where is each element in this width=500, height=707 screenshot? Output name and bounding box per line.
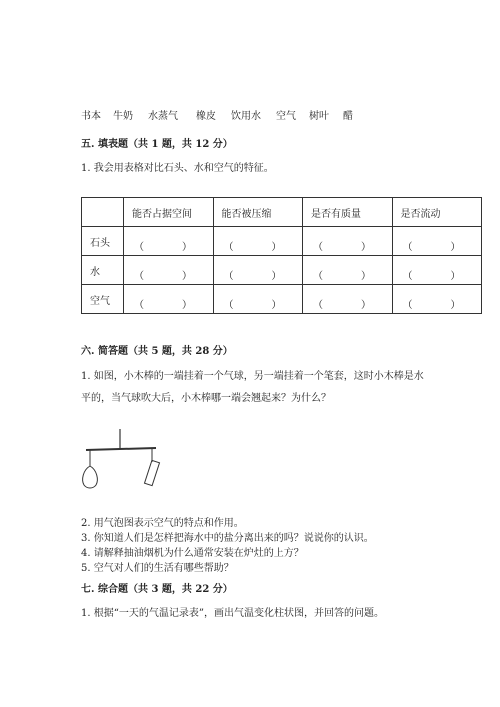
table-header-cell <box>82 198 124 227</box>
table-row <box>82 227 482 256</box>
question-text: 1. 根据“一天的气温记录表”，画出气温变化柱状图，并回答的问题。 <box>81 608 384 619</box>
answer-blank[interactable]: （ ） <box>213 227 303 256</box>
question-text: 4. 请解释抽油烟机为什么通常安装在炉灶的上方？ <box>81 548 304 559</box>
balance-stick-illustration <box>78 428 168 496</box>
table-header-cell: 是否有质量 <box>303 198 393 227</box>
table-header-cell: 能否被压缩 <box>213 198 303 227</box>
word-item: 空气 <box>276 111 296 122</box>
section-heading: 六. 简答题（共 5 题，共 28 分） <box>81 346 233 357</box>
table-header-cell: 能否占据空间 <box>124 198 214 227</box>
answer-blank[interactable]: （ ） <box>124 285 214 314</box>
answer-blank[interactable]: （ ） <box>124 227 214 256</box>
answer-blank[interactable]: （ ） <box>303 285 393 314</box>
word-item: 饮用水 <box>231 111 261 122</box>
word-item: 牛奶 <box>113 111 133 122</box>
word-item: 水蒸气 <box>148 111 178 122</box>
section-heading: 七. 综合题（共 3 题，共 22 分） <box>81 584 233 595</box>
answer-blank[interactable]: （ ） <box>303 256 393 285</box>
table-row <box>82 285 482 314</box>
answer-blank[interactable]: （ ） <box>213 256 303 285</box>
table-row <box>82 256 482 285</box>
question-text: 3. 你知道人们是怎样把海水中的盐分离出来的吗？说说你的认识。 <box>81 533 374 544</box>
row-label: 石头 <box>82 227 124 256</box>
answer-blank[interactable]: （ ） <box>392 256 482 285</box>
word-item: 书本 <box>81 111 101 122</box>
section-heading: 五. 填表题（共 1 题，共 12 分） <box>81 139 233 150</box>
answer-blank[interactable]: （ ） <box>392 227 482 256</box>
question-text: 5. 空气对人们的生活有哪些帮助？ <box>81 563 234 574</box>
answer-blank[interactable]: （ ） <box>124 256 214 285</box>
question-text: 1. 如图，小木棒的一端挂着一个气球，另一端挂着一个笔套，这时小木棒是水 <box>81 371 424 382</box>
row-label: 空气 <box>82 285 124 314</box>
comparison-table <box>81 197 482 314</box>
answer-blank[interactable]: （ ） <box>392 285 482 314</box>
answer-blank[interactable]: （ ） <box>213 285 303 314</box>
table-header-cell: 是否流动 <box>392 198 482 227</box>
row-label: 水 <box>82 256 124 285</box>
question-text: 平的，当气球吹大后，小木棒哪一端会翘起来？为什么？ <box>81 393 331 404</box>
question-text: 1. 我会用表格对比石头、水和空气的特征。 <box>81 163 274 174</box>
question-text: 2. 用气泡图表示空气的特点和作用。 <box>81 518 244 529</box>
table-header-row <box>82 198 482 227</box>
word-item: 醋 <box>343 111 353 122</box>
word-item: 橡皮 <box>196 111 216 122</box>
word-list <box>81 110 381 123</box>
word-item: 树叶 <box>309 111 329 122</box>
answer-blank[interactable]: （ ） <box>303 227 393 256</box>
